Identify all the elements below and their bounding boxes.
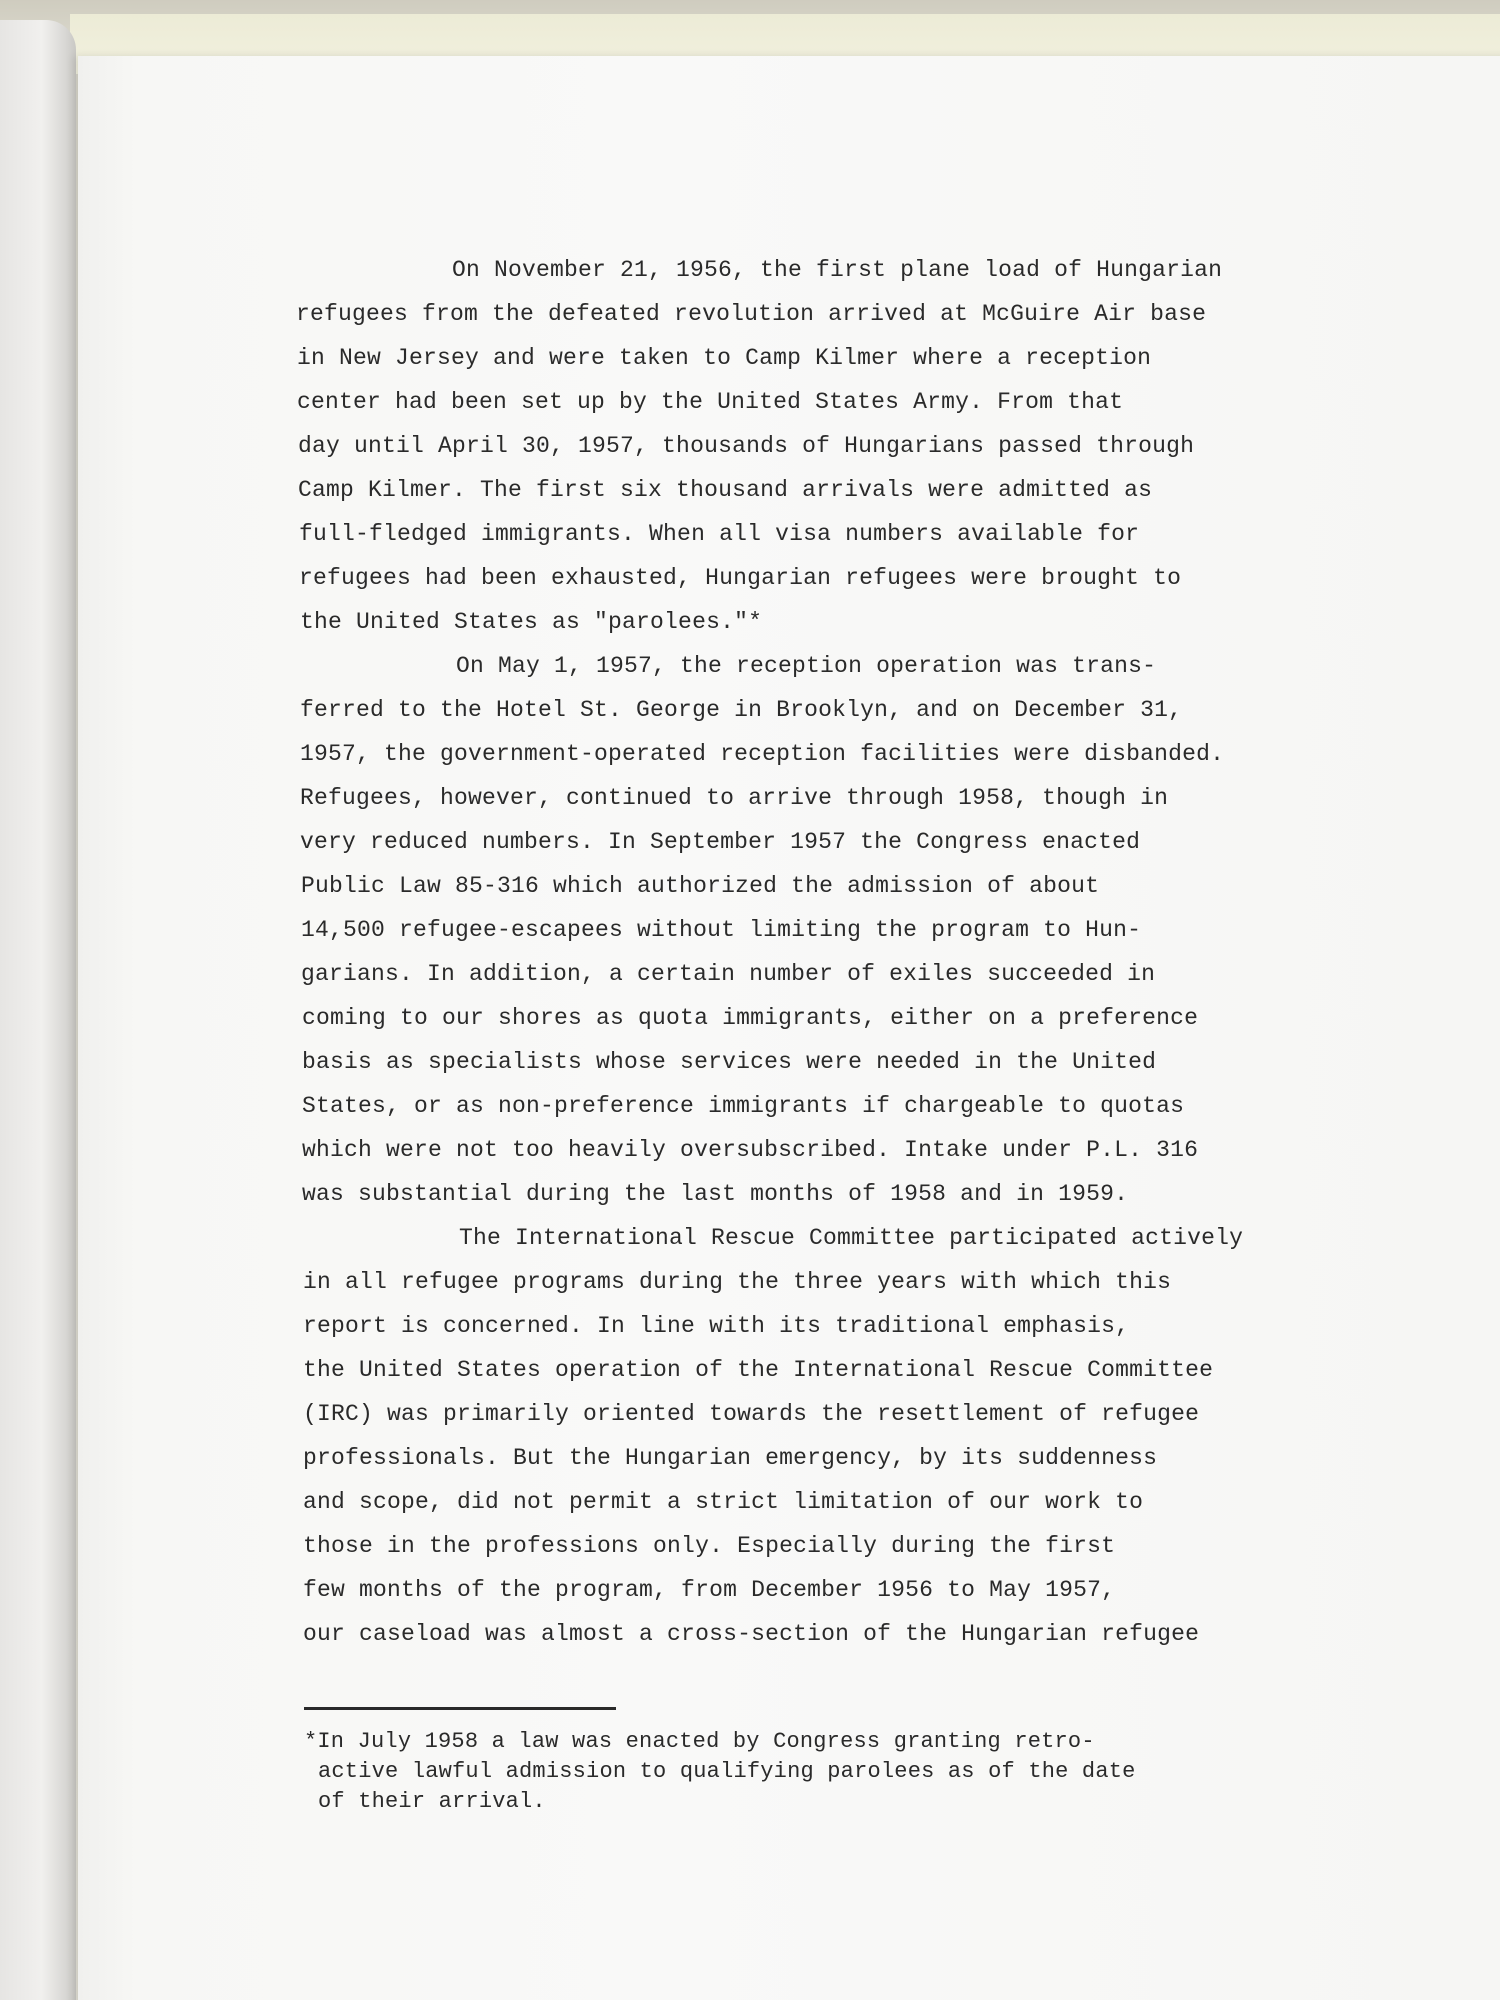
body-line: those in the professions only. Especially during the first: [303, 1533, 1116, 1559]
body-line: basis as specialists whose services were needed in the United: [302, 1049, 1157, 1075]
body-line: and scope, did not permit a strict limitation of our work to: [303, 1489, 1144, 1515]
footnote-line: active lawful admission to qualifying parolees as of the date: [318, 1759, 1136, 1784]
body-line: center had been set up by the United States Army. From that: [297, 389, 1124, 415]
body-line: professionals. But the Hungarian emergency, by its suddenness: [303, 1445, 1158, 1471]
body-line: coming to our shores as quota immigrants, either on a preference: [302, 1005, 1199, 1031]
typed-page: [78, 56, 1500, 2000]
body-line: the United States as "parolees."*: [300, 609, 763, 635]
body-line: (IRC) was primarily oriented towards the resettlement of refugee: [303, 1401, 1200, 1427]
body-line: which were not too heavily oversubscribed. Intake under P.L. 316: [302, 1137, 1199, 1163]
body-line: in all refugee programs during the three years with which this: [303, 1269, 1172, 1295]
body-line: was substantial during the last months of 1958 and in 1959.: [302, 1181, 1129, 1207]
body-line: ferred to the Hotel St. George in Brooklyn, and on December 31,: [300, 697, 1183, 723]
body-line: 14,500 refugee-escapees without limiting the program to Hun-: [301, 917, 1142, 943]
body-line: refugees from the defeated revolution arrived at McGuire Air base: [296, 301, 1207, 327]
body-line: States, or as non-preference immigrants if chargeable to quotas: [302, 1093, 1185, 1119]
body-line: 1957, the government-operated reception facilities were disbanded.: [300, 741, 1225, 767]
body-line: garians. In addition, a certain number of exiles succeeded in: [301, 961, 1156, 987]
body-line: Public Law 85-316 which authorized the admission of about: [301, 873, 1100, 899]
body-line: in New Jersey and were taken to Camp Kilmer where a reception: [297, 345, 1152, 371]
body-line: day until April 30, 1957, thousands of Hungarians passed through: [298, 433, 1195, 459]
footnote-line: of their arrival.: [318, 1789, 546, 1814]
body-line: Refugees, however, continued to arrive through 1958, though in: [300, 785, 1169, 811]
body-line: the United States operation of the International Rescue Committee: [303, 1357, 1214, 1383]
footnote-line: *In July 1958 a law was enacted by Congress granting retro-: [304, 1729, 1095, 1754]
body-line: On May 1, 1957, the reception operation was trans-: [456, 653, 1157, 679]
body-line: On November 21, 1956, the first plane load of Hungarian: [452, 257, 1223, 283]
body-line: very reduced numbers. In September 1957 the Congress enacted: [300, 829, 1141, 855]
body-line: Camp Kilmer. The first six thousand arrivals were admitted as: [298, 477, 1153, 503]
footnote-rule: [304, 1707, 616, 1710]
facing-page-edge: [0, 20, 76, 2000]
body-line: report is concerned. In line with its traditional emphasis,: [303, 1313, 1130, 1339]
body-line: our caseload was almost a cross-section of the Hungarian refugee: [303, 1621, 1200, 1647]
body-line: The International Rescue Committee participated actively: [459, 1225, 1244, 1251]
body-line: few months of the program, from December 1956 to May 1957,: [303, 1577, 1116, 1603]
body-line: full-fledged immigrants. When all visa numbers available for: [299, 521, 1140, 547]
body-line: refugees had been exhausted, Hungarian refugees were brought to: [299, 565, 1182, 591]
